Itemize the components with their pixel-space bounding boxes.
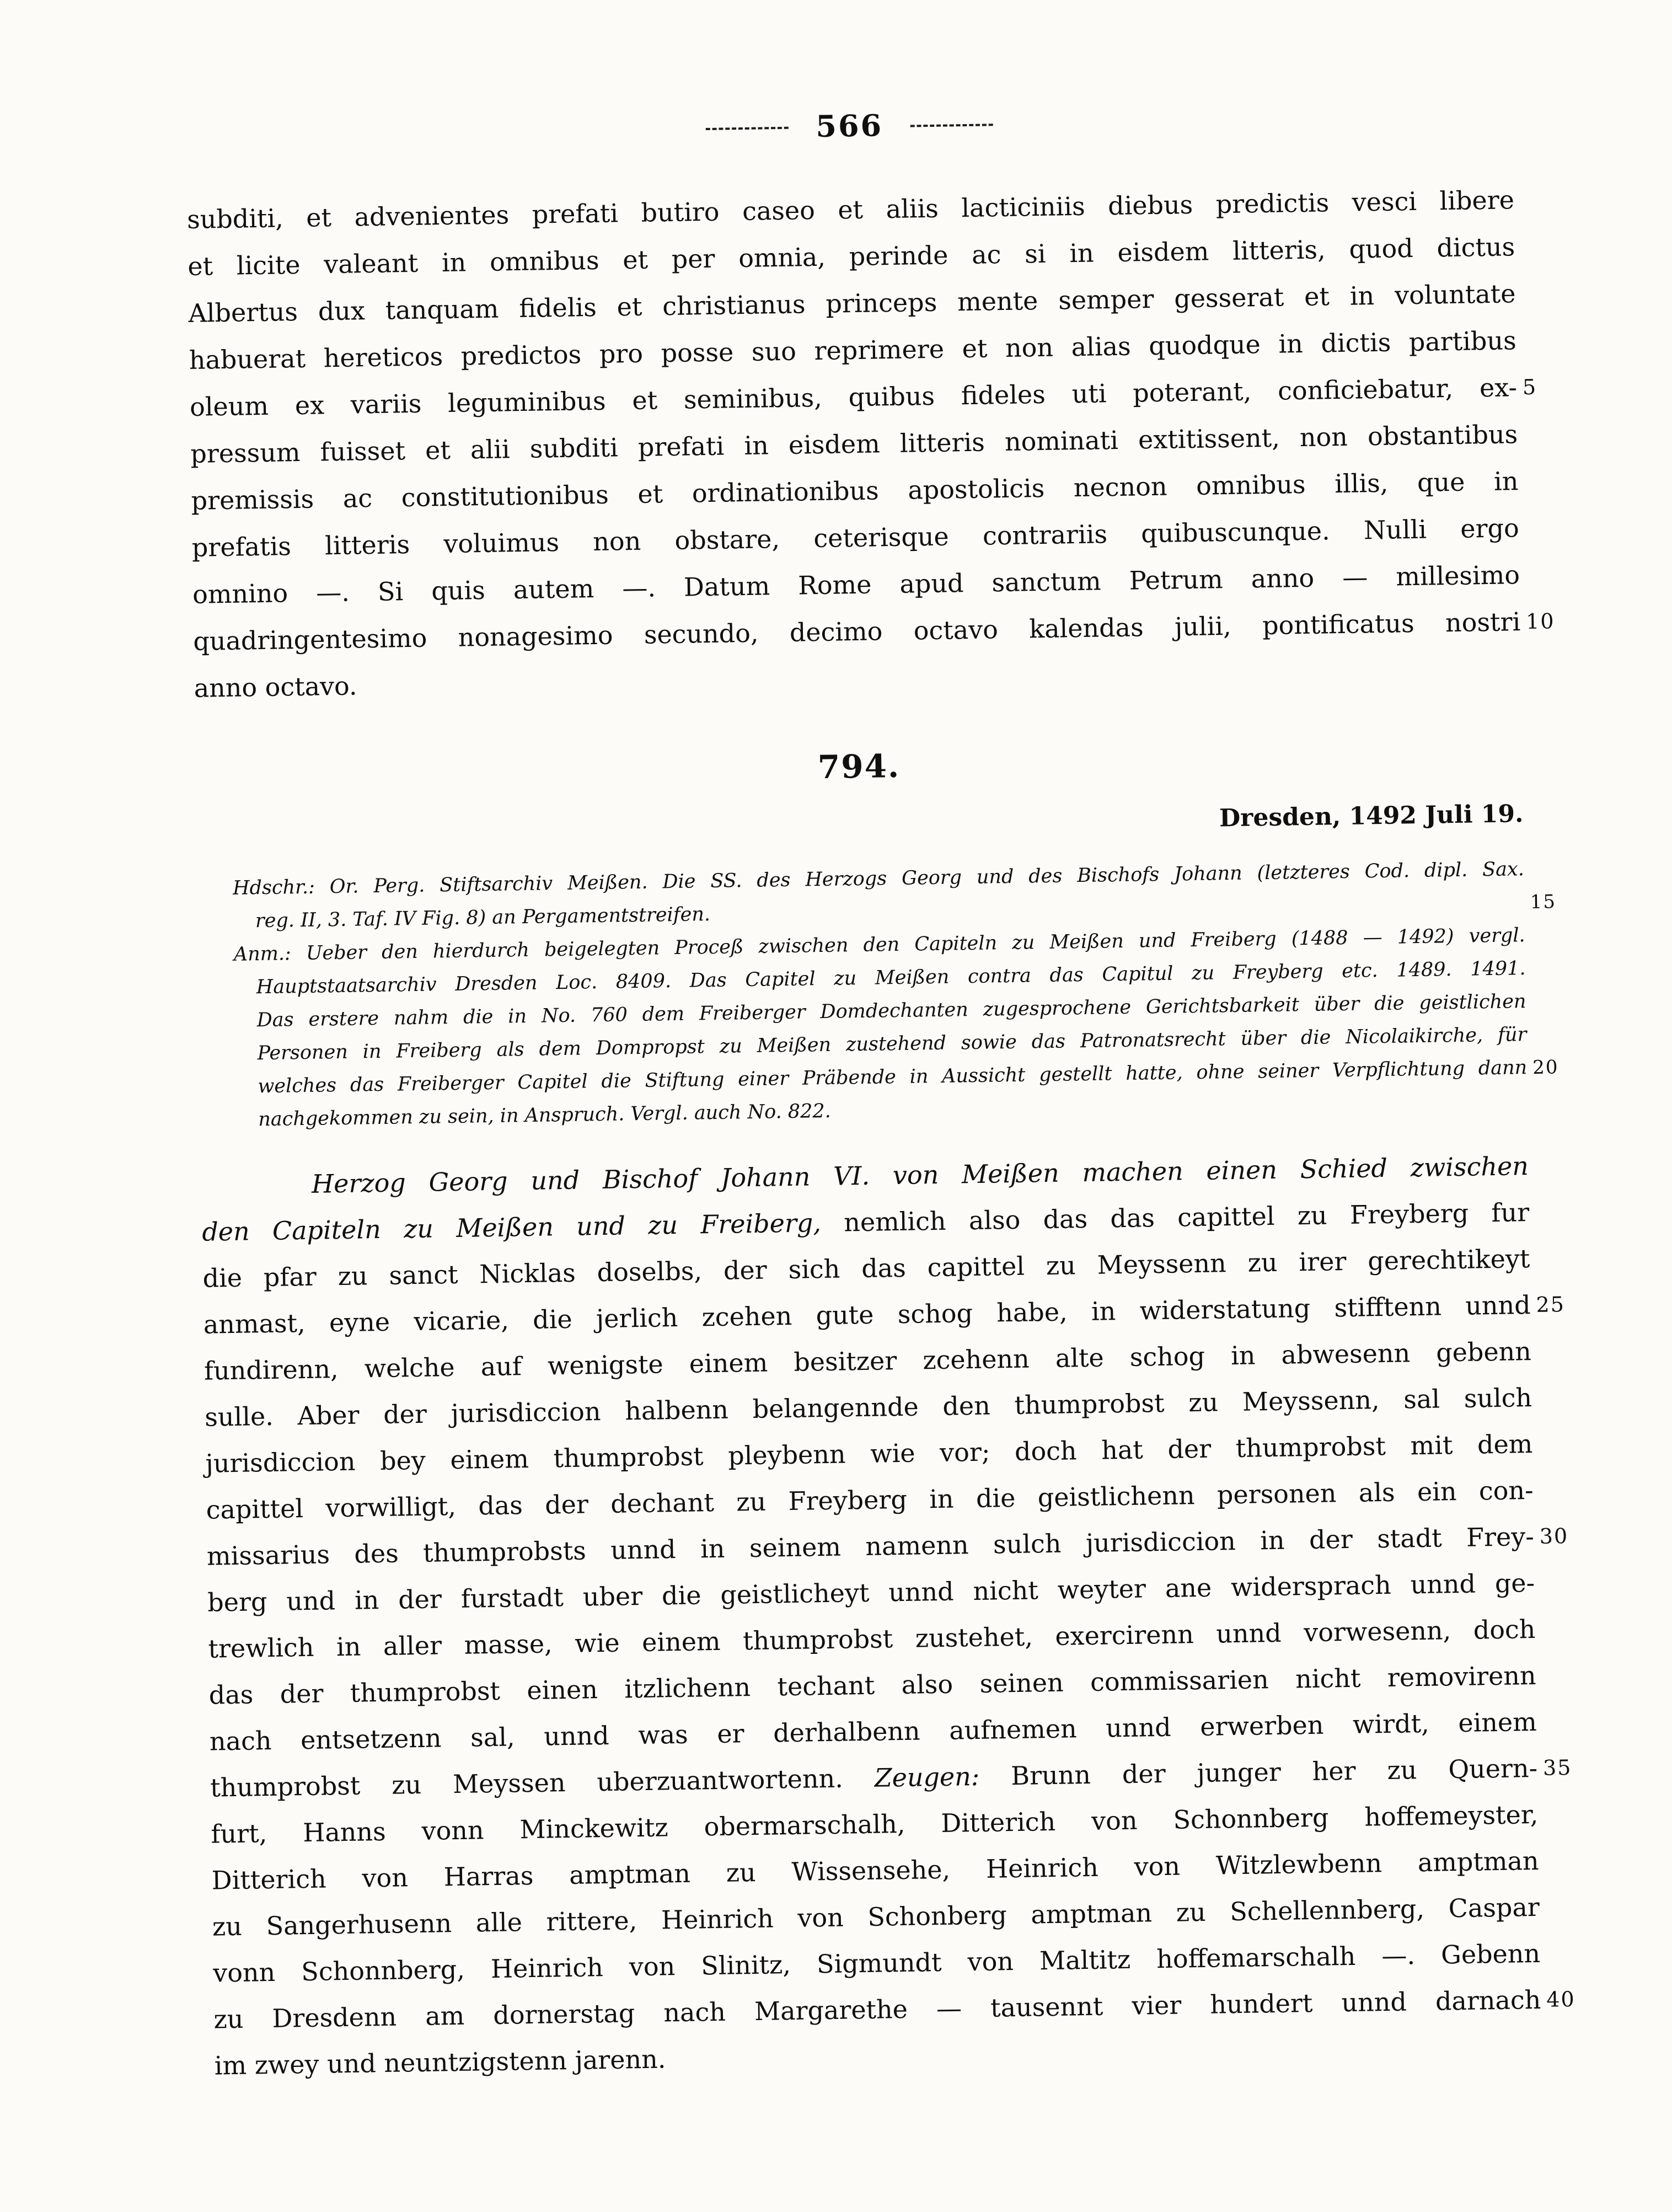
page-number: 566	[815, 108, 883, 144]
document-text	[201, 1143, 1575, 2089]
header-rule-left	[705, 127, 788, 130]
latin-line: Albertus dux tanquam fidelis et christianus princeps mente semper gesserat et in voluntate	[188, 278, 1516, 328]
regest-line: jurisdiccion bey einem thumprobst pleybenn wie vor; doch hat der thumprobst mit dem	[205, 1429, 1533, 1479]
regest-line-text: missarius des thumprobsts unnd in seinem namenn sulch jurisdiccion in der stadt Frey-	[206, 1522, 1535, 1571]
anm-line: Hauptstaatsarchiv Dresden Loc. 8409. Das Capitel zu Meißen contra das Capitul zu Freyberg etc. 1489. 1491.	[256, 957, 1526, 999]
regest-line: Ditterich von Harras amptman zu Wissensehe, Heinrich von Witzlewbenn amptman	[211, 1845, 1539, 1895]
latin-line: omnino —. Si quis autem —. Datum Rome apud sanctum Petrum anno — millesimo	[192, 560, 1520, 609]
regest-line: zu Sangerhusenn alle rittere, Heinrich von Schonberg amptman zu Schellennberg, Caspar	[212, 1892, 1540, 1942]
margin-line-number-40: 40	[1546, 1986, 1575, 2012]
margin-line-number-35: 35	[1542, 1755, 1572, 1780]
latin-line: pressum fuisset et alii subditi prefati in eisdem litteris nominati extitissent, non obstantibus	[190, 419, 1518, 469]
anm-block	[233, 919, 1559, 1137]
margin-line-number-30: 30	[1539, 1524, 1569, 1549]
latin-line: et licite valeant in omnibus et per omnia, perinde ac si in eisdem litteris, quod dictus	[187, 232, 1515, 281]
anm-line: Anm.: Ueber den hierdurch beigelegten Proceß zwischen den Capiteln zu Meißen und Freiberg (1488 — 1492) vergl.	[233, 924, 1525, 966]
document-dateline: Dresden, 1492 Juli 19.	[1219, 800, 1524, 833]
zeugen-label: Zeugen:	[874, 1761, 980, 1793]
regest-line-text: nemlich also das das capittel zu Freyberg fur	[843, 1197, 1530, 1238]
margin-line-number-25: 25	[1536, 1292, 1566, 1317]
anm-line: Das erstere nahm die in No. 760 dem Freiberger Domdechanten zugesprochene Gerichtsbarkeit über die geistlichen	[256, 990, 1526, 1032]
anm-line: Personen in Freiberg als dem Dompropst zu Meißen zustehend sowie das Patronatsrecht über die Nicolaikirche, für	[257, 1024, 1527, 1065]
margin-line-number-15: 15	[1530, 891, 1557, 913]
anm-line: nachgekommen zu sein, in Anspruch. Vergl. auch No. 822.	[258, 1100, 831, 1131]
regest-line: furt, Hanns vonn Minckewitz obermarschalh, Ditterich von Schonnberg hoffemeyster,	[211, 1799, 1539, 1849]
regest-line: nach entsetzenn sal, unnd was er derhalbenn aufnemen unnd erwerben wirdt, einem	[209, 1706, 1537, 1756]
latin-line-text: oleum ex variis leguminibus et seminibus, quibus fideles uti poterant, conficiebatur, ex-	[189, 372, 1518, 422]
hdschr-line: Hdschr.: Or. Perg. Stiftsarchiv Meißen. Die SS. des Herzogs Georg und des Bischofs Johann (letzteres Cod. dipl. Sax.	[232, 858, 1525, 899]
page-content	[184, 0, 1575, 2212]
regest-line-text-italic: den Capiteln zu Meißen und zu Freiberg,	[201, 1208, 822, 1247]
regest-line: capittel vorwilligt, das der dechant zu Freyberg in die geistlichenn personen als ein con-	[206, 1475, 1534, 1525]
latin-line-text: quadringentesimo nonagesimo secundo, decimo octavo kalendas julii, pontificatus nostri	[193, 607, 1521, 656]
header-rule-right	[910, 124, 993, 127]
margin-line-number-20: 20	[1532, 1056, 1559, 1079]
regest-line: trewlich in aller masse, wie einem thumprobst zustehet, exercirenn unnd vorwesenn, doch	[208, 1614, 1536, 1664]
regest-line: vonn Schonnberg, Heinrich von Slinitz, Sigmundt von Maltitz hoffemarschalh —. Gebenn	[212, 1938, 1541, 1988]
margin-line-number-5: 5	[1522, 374, 1537, 400]
latin-line: subditi, et advenientes prefati butiro caseo et aliis lacticiniis diebus predictis vesci libere	[186, 185, 1515, 234]
latin-line: prefatis litteris voluimus non obstare, ceterisque contrariis quibuscunque. Nulli ergo	[191, 513, 1520, 563]
regest-line-text: zu Dresdenn am dornerstag nach Margarethe — tausennt vier hundert unnd darnach	[213, 1984, 1541, 2034]
regest-line-text: anmast, eyne vicarie, die jerlich zcehen gute schog habe, in widerstatung stifftenn unnd	[203, 1290, 1531, 1340]
regest-line: sulle. Aber der jurisdiccion halbenn belangennde den thumprobst zu Meyssenn, sal sulch	[204, 1383, 1532, 1432]
regest-line: im zwey und neuntzigstenn jarenn.	[214, 2044, 666, 2081]
anm-line-text: welches das Freiberger Capitel die Stiftung einer Präbende in Aussicht gestellt hatte, ohne seiner Verpflichtung dann	[258, 1057, 1528, 1098]
regest-line: die pfar zu sanct Nicklas doselbs, der sich das capittel zu Meyssenn zu irer gerechtikeyt	[202, 1244, 1530, 1293]
regest-line-text: Brunn der junger her zu Quern-	[1010, 1753, 1538, 1791]
latin-line: premissis ac constitutionibus et ordinationibus apostolicis necnon omnibus illis, que in	[191, 466, 1519, 516]
hdschr-line-text: reg. II, 3. Taf. IV Fig. 8) an Pergamentstreifen.	[255, 903, 711, 933]
document-number-heading: 794.	[817, 747, 901, 786]
regest-line: das der thumprobst einen itzlichenn techant also seinen commissarien nicht removirenn	[208, 1660, 1536, 1710]
latin-line: anno octavo.	[194, 671, 357, 703]
regest-line: berg und in der furstadt uber die geistlicheyt unnd nicht weyter ane widersprach unnd ge-	[207, 1567, 1535, 1618]
margin-line-number-10: 10	[1525, 609, 1555, 634]
latin-line: habuerat hereticos predictos pro posse suo reprimere et non alias quodque in dictis partibus	[189, 325, 1517, 375]
regest-line: fundirenn, welche auf wenigste einem besitzer zcehenn alte schog in abwesenn gebenn	[203, 1336, 1532, 1386]
regest-line-text: thumprobst zu Meyssen uberzuantwortenn.	[210, 1763, 844, 1803]
latin-paragraph	[186, 176, 1555, 712]
regest-line: Herzog Georg und Bischof Johann VI. von Meißen machen einen Schied zwischen	[311, 1151, 1529, 1199]
page-header	[185, 98, 1513, 153]
